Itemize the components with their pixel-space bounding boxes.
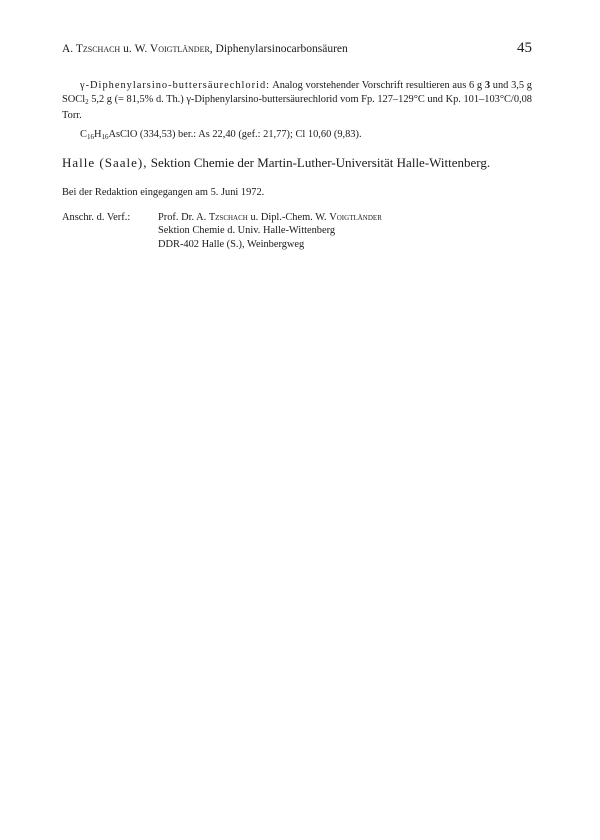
compound-name: γ-Diphenylarsino-buttersäurechlorid: — [80, 80, 271, 91]
header-author-1: A. Tzschach — [62, 43, 121, 55]
formula-h: H — [93, 128, 102, 140]
header-author-2: W. Voigtländer — [134, 43, 210, 55]
formula-c: C — [80, 128, 87, 140]
running-header — [62, 40, 532, 57]
received-date: Bei der Redaktion eingegangen am 5. Juni 1972. — [62, 187, 265, 199]
address-author-2: Voigtländer — [329, 212, 382, 224]
page-number: 45 — [517, 40, 532, 56]
address-line-1 — [158, 211, 382, 224]
institution-text: Sektion Chemie der Martin-Luther-Universität Halle-Wittenberg. — [147, 154, 491, 170]
paragraph-text-1: Analog vorstehender Vorschrift resultieren aus 6 g — [270, 80, 485, 91]
page — [62, 40, 532, 251]
formula-h-subscript: 16 — [101, 132, 109, 141]
address-lines — [158, 211, 382, 251]
address-line-2: Sektion Chemie d. Univ. Halle-Wittenberg — [158, 225, 336, 237]
address-author-1: Tzschach — [208, 212, 248, 224]
experimental-paragraph — [62, 79, 532, 123]
formula-c-subscript: 16 — [86, 132, 94, 141]
address-middle: u. Dipl.-Chem. W. — [247, 212, 330, 224]
address-prefix: Prof. Dr. A. — [158, 212, 209, 224]
header-connector: u. — [120, 43, 135, 55]
socl-subscript: 2 — [85, 97, 89, 106]
formula-rest: AsClO (334,53) ber.: As 22,40 (gef.: 21,77); Cl 10,60 (9,83). — [108, 128, 362, 140]
paragraph-text-3: 5,2 g (= 81,5% d. Th.) γ-Diphenylarsino-buttersäurechlorid vom Fp. 127–129°C und Kp. 101–103°C/0,08 Torr. — [62, 93, 532, 122]
paragraph-text-2: und 3,5 g SOCl — [62, 80, 533, 105]
author-address — [62, 211, 532, 251]
institution-line — [62, 155, 532, 172]
address-line-3: DDR-402 Halle (S.), Weinbergweg — [158, 238, 305, 250]
analysis-formula — [62, 129, 532, 141]
address-label: Anschr. d. Verf.: — [62, 212, 131, 224]
compound-number: 3 — [484, 80, 491, 91]
header-short-title: , Diphenylarsinocarbonsäuren — [209, 43, 348, 55]
header-citation — [62, 43, 348, 55]
institution-city: Halle (Saale), — [62, 154, 148, 170]
